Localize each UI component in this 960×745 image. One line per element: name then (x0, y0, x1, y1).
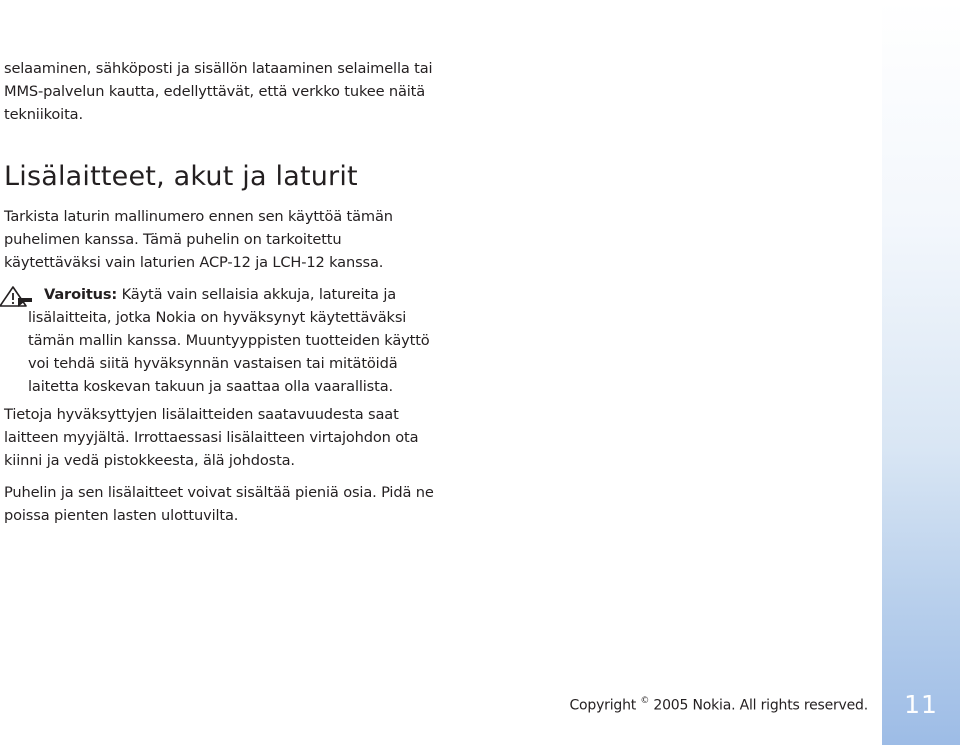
copyright-suffix: 2005 Nokia. All rights reserved. (653, 697, 868, 714)
availability-paragraph: Tietoja hyväksyttyjen lisälaitteiden saatavuudesta saat laitteen myyjältä. Irrottaessasi lisälaitteen virtajohdon ota kiinni ja vedä pistokkeesta, älä johdosta. (4, 406, 419, 469)
copyright-notice (569, 697, 868, 714)
warning-block (4, 283, 434, 398)
charger-paragraph: Tarkista laturin mallinumero ennen sen käyttöä tämän puhelimen kanssa. Tämä puhelin on tarkoitettu käytettäväksi vain laturien ACP-12 ja LCH-12 kanssa. (4, 208, 393, 271)
copyright-symbol: © (640, 696, 650, 706)
section-heading: Lisälaitteet, akut ja laturit (4, 161, 358, 192)
side-color-band (882, 0, 960, 745)
intro-paragraph: selaaminen, sähköposti ja sisällön lataaminen selaimella tai MMS-palvelun kautta, edellyttävät, että verkko tukee näitä tekniikoita. (4, 60, 433, 123)
page-content (4, 57, 434, 536)
warning-triangle-icon (0, 285, 42, 307)
copyright-prefix: Copyright (569, 697, 637, 714)
small-parts-paragraph: Puhelin ja sen lisälaitteet voivat sisältää pieniä osia. Pidä ne poissa pienten lasten ulottuvilta. (4, 484, 434, 524)
warning-text: Käytä vain sellaisia akkuja, latureita ja lisälaitteita, jotka Nokia on hyväksynyt käytettäväksi tämän mallin kanssa. Muuntyyppisten tuotteiden käyttö voi tehdä siitä hyväksynnän vastaisen tai mitätöidä laitetta koskevan takuun ja saattaa olla vaarallista. (28, 286, 430, 395)
page-number: 11 (904, 690, 938, 719)
warning-title: Varoitus: (44, 286, 118, 303)
